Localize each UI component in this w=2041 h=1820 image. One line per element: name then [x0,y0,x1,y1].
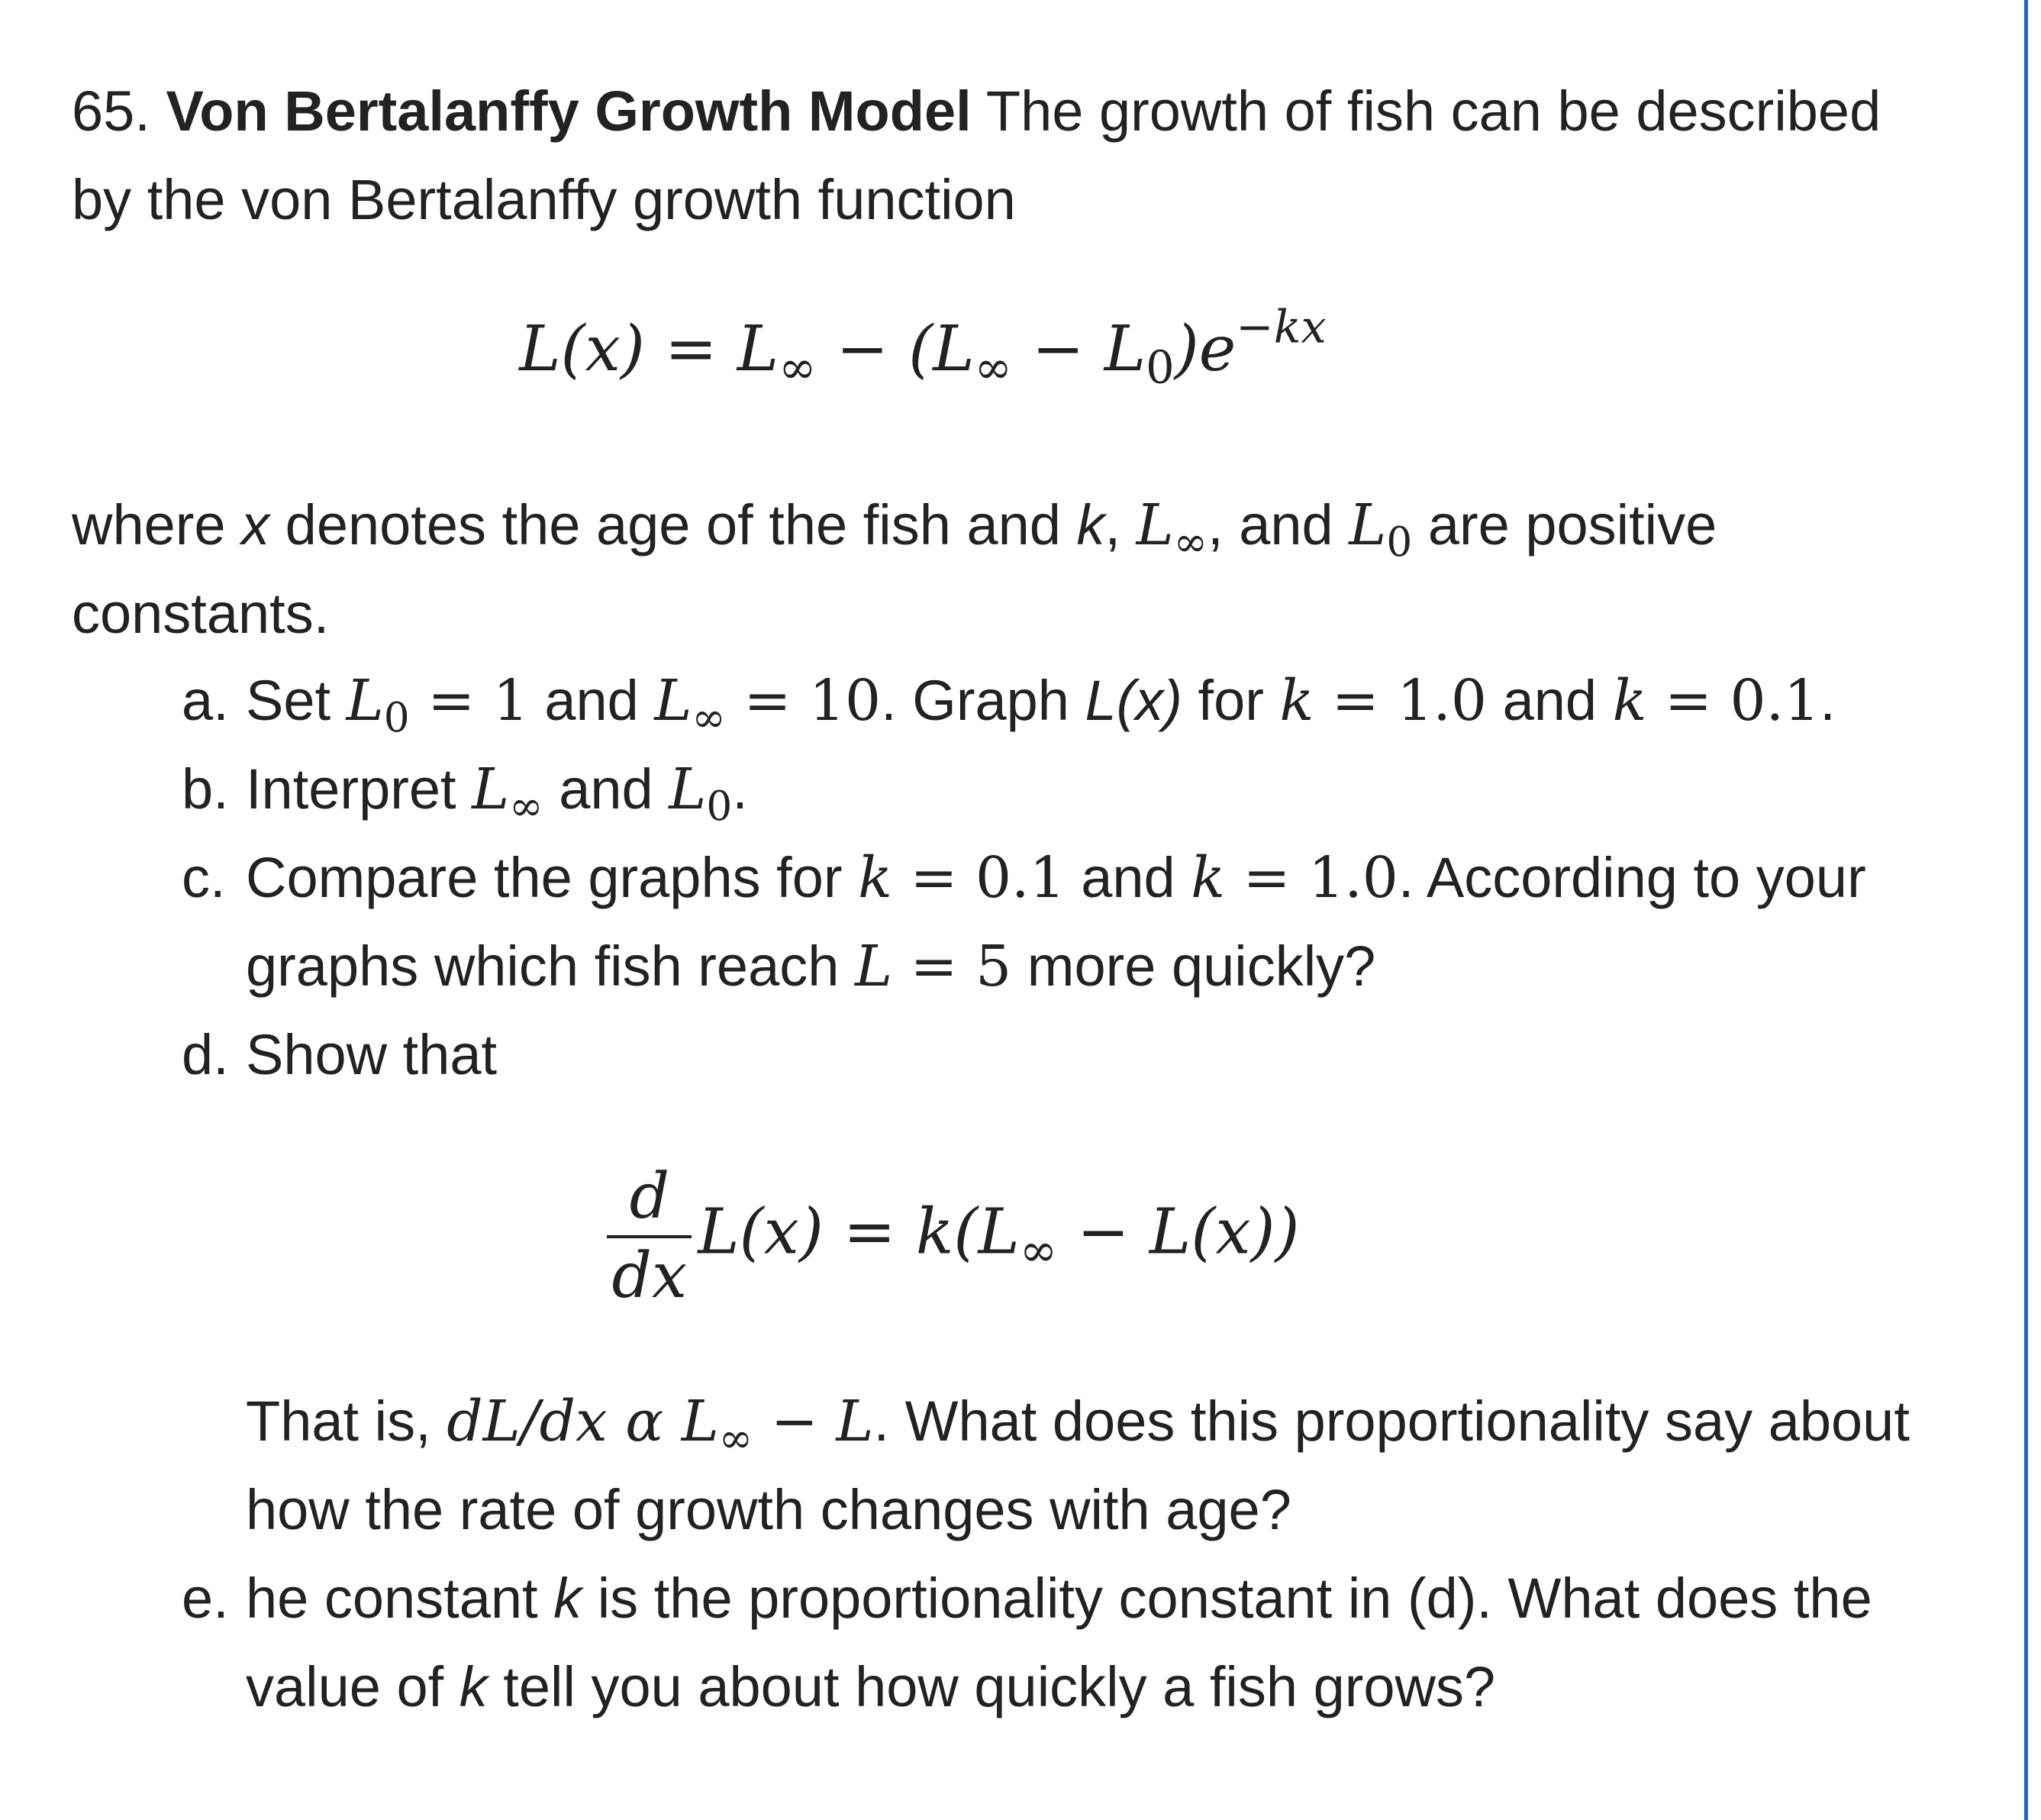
problem-content [72,67,2018,1718]
intro-text: The growth of fish can be described [971,79,1881,143]
intro-text-line2: by the von Bertalanffy growth function [72,168,1016,231]
part-d: d. Show that [182,1011,2021,1099]
part-label: c. [182,846,226,909]
part-b: b. Interpret $L_\infty$ and $L_0$. [182,745,2021,834]
problem-intro [72,67,2018,244]
part-c: c. Compare the graphs for k = 0.1 and k = 1.0. According to your graphs which fish reach L = 5 more quickly? [182,834,2021,1011]
part-a: a. Set $L_0 = 1$ and $L_\infty = 10$. Graph L(x) for k = 1.0 and k = 0.1. [182,657,2021,745]
part-label: b. [182,757,229,821]
part-label: d. [182,1023,229,1086]
part-label: e. [182,1567,229,1630]
part-label: a. [182,669,229,732]
where-paragraph: where x denotes the age of the fish and k, $L_\infty$, and $L_0$ are positive constants. [72,492,1717,645]
right-border-line [2024,0,2028,1820]
problem-title: Von Bertalanffy Growth Model [166,79,972,143]
growth-function-equation: $L(x) = L_\infty - (L_\infty - L_0)e^{-kx}$ [519,300,1327,394]
problem-number: 65. [72,79,150,143]
derivative-fraction: $\frac{d}{dx}$ [607,1159,692,1315]
derivative-equation: $\frac{d}{dx}$ $L(x) = k(L_\infty - L(x))$ [0,1159,1927,1315]
part-d-followup: That is, dL/dx α $L_\infty - L$. What does this proportionality say about how the rate of growth changes with age? [246,1389,1910,1541]
part-e: e. he constant k is the proportionality constant in (d). What does the value of k tell you about how quickly a fish grows? [182,1554,2021,1731]
